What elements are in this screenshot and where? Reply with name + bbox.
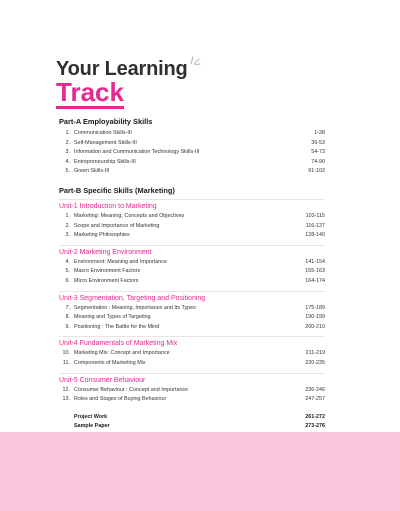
- entry-title: Marketing Philosophies: [74, 232, 130, 239]
- entry-title: Project Work: [74, 413, 108, 420]
- entry-title: Information and Communication Technology Skills-III: [74, 149, 200, 156]
- entry-title: Segmentation : Meaning, Importance and Its Types: [74, 304, 196, 311]
- entry-pages: 236-246: [305, 386, 325, 393]
- entry-pages: 141-154: [305, 258, 325, 265]
- toc-entry: [59, 422, 325, 431]
- entry-number: 1.: [65, 130, 70, 136]
- entry-number: 12.: [62, 386, 70, 393]
- entry-pages: 39-53: [311, 139, 325, 146]
- toc-entry: [59, 129, 325, 139]
- entry-title: Green Skills-III: [74, 168, 110, 175]
- entry-pages: 261-272: [305, 413, 325, 420]
- toc-entry: [59, 148, 325, 158]
- toc-entry: [59, 413, 325, 422]
- entry-title: Marketing Mix: Concept and Importance: [74, 350, 170, 357]
- entry-pages: 74-90: [311, 158, 325, 165]
- entry-title: Micro Environment Factors: [74, 277, 139, 284]
- heading-line-2: Track: [56, 77, 124, 107]
- sparkle-icon: [189, 55, 201, 65]
- table-of-contents: [59, 117, 325, 432]
- entry-number: 4.: [65, 258, 70, 265]
- entry-pages: 220-235: [305, 359, 325, 366]
- unit-title: Unit-4 Fundamentals of Marketing Mix: [59, 336, 325, 347]
- heading-line-1-text: Your Learning: [56, 58, 188, 80]
- entry-pages: 247-257: [305, 396, 325, 403]
- toc-entry: [59, 139, 325, 149]
- toc-entry: [59, 158, 325, 168]
- toc-entry: [59, 277, 325, 287]
- page-heading: [56, 58, 187, 109]
- entry-number: 8.: [65, 314, 70, 321]
- entry-title: Components of Marketing Mix: [74, 359, 146, 366]
- entry-number: 2.: [65, 139, 70, 146]
- toc-entry: [59, 323, 325, 333]
- entry-number: 3.: [65, 232, 70, 239]
- entry-number: 11.: [62, 359, 70, 366]
- part-b-units: [59, 199, 325, 405]
- part-a-list: [59, 129, 325, 177]
- entry-pages: 116-127: [305, 222, 325, 229]
- part-b-title: Part-B Specific Skills (Marketing): [59, 185, 175, 195]
- toc-entry: [59, 386, 325, 396]
- entry-pages: 273-276: [305, 423, 325, 430]
- unit-title: Unit-1 Introduction to Marketing: [59, 199, 325, 210]
- footer-band: [0, 432, 400, 511]
- toc-entry: [59, 231, 325, 241]
- heading-line-1: [56, 58, 187, 81]
- entry-number: 9.: [65, 323, 70, 330]
- entry-title: Roles and Stages of Buying Behaviour: [74, 396, 167, 403]
- entry-title: Environment: Meaning and Importance: [74, 258, 167, 265]
- entry-title: Positioning : The Battle for the Mind: [74, 323, 160, 330]
- entry-pages: 54-73: [311, 149, 325, 156]
- entry-title: Consumer Behaviour : Concept and Importance: [74, 386, 189, 393]
- unit-title: Unit-2 Marketing Environment: [59, 245, 325, 256]
- entry-title: Sample Paper: [74, 423, 110, 430]
- entry-number: 13.: [62, 396, 70, 403]
- unit-title: Unit-3 Segmentation, Targeting and Positioning: [59, 291, 325, 302]
- entry-number: 1.: [65, 212, 70, 219]
- toc-entry: [59, 359, 325, 369]
- entry-number: 5.: [65, 168, 70, 175]
- entry-number: 6.: [65, 277, 70, 284]
- entry-pages: 190-199: [305, 314, 325, 321]
- toc-entry: [59, 212, 325, 222]
- entry-pages: 103-115: [305, 212, 325, 219]
- entry-pages: 200-210: [305, 323, 325, 330]
- toc-entry: [59, 349, 325, 359]
- entry-title: Entrepreneurship Skills-III: [74, 158, 136, 165]
- part-a-title: Part-A Employability Skills: [59, 117, 153, 126]
- toc-entry: [59, 304, 325, 314]
- entry-title: Scope and Importance of Marketing: [74, 222, 160, 229]
- entry-pages: 175-189: [305, 304, 325, 311]
- entry-number: 5.: [65, 268, 70, 275]
- toc-entry: [59, 167, 325, 177]
- toc-entry: [59, 313, 325, 323]
- entry-number: 4.: [65, 158, 70, 165]
- entry-number: 7.: [65, 304, 70, 311]
- entry-pages: 91-102: [308, 168, 325, 175]
- entry-pages: 211-219: [305, 350, 325, 357]
- entry-pages: 128-140: [305, 232, 325, 239]
- entry-pages: 164-174: [305, 277, 325, 284]
- unit-title: Unit-5 Consumer Behaviour: [59, 373, 325, 384]
- entry-title: Communication Skills-III: [74, 130, 132, 136]
- entry-title: Macro Environment Factors: [74, 268, 141, 275]
- entry-number: 2.: [65, 222, 70, 229]
- entry-pages: 155-163: [305, 268, 325, 275]
- toc-entry: [59, 258, 325, 268]
- entry-pages: 1-38: [314, 130, 325, 136]
- extras-list: [59, 413, 325, 432]
- entry-title: Marketing: Meaning, Concepts and Objectives: [74, 212, 185, 219]
- toc-entry: [59, 395, 325, 405]
- toc-entry: [59, 267, 325, 277]
- entry-title: Self-Management Skills-III: [74, 139, 137, 146]
- toc-entry: [59, 222, 325, 232]
- entry-number: 3.: [65, 149, 70, 156]
- entry-number: 10.: [62, 350, 70, 357]
- entry-title: Meaning and Types of Targeting: [74, 314, 151, 321]
